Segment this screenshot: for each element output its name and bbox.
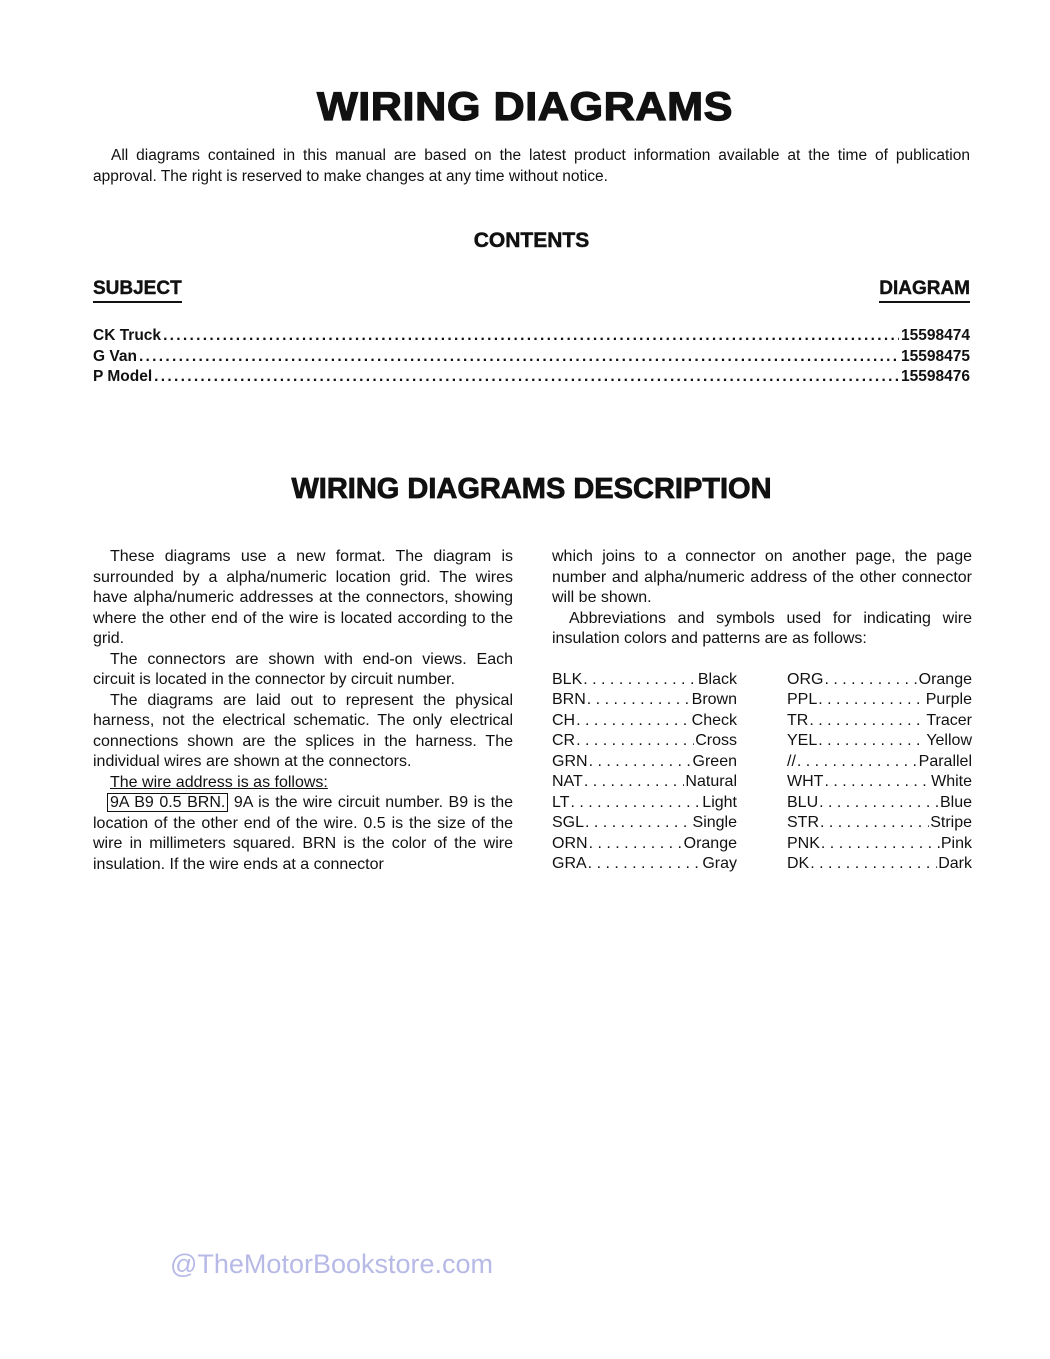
abbreviation-code: ORN bbox=[552, 834, 588, 852]
dot-leader bbox=[154, 368, 899, 386]
contents-diagram-number: 15598474 bbox=[901, 327, 970, 344]
dot-leader bbox=[589, 834, 683, 855]
description-left-column bbox=[93, 547, 513, 875]
abbreviation-row bbox=[552, 670, 737, 691]
abbreviation-code: CR bbox=[552, 732, 576, 749]
abbreviations-right-column bbox=[787, 670, 972, 875]
abbreviation-code: NAT bbox=[552, 773, 583, 790]
description-paragraph bbox=[93, 773, 513, 794]
abbreviation-row bbox=[787, 793, 972, 814]
description-paragraph: The connectors are shown with end-on views. Each circuit is located in the connector by circuit number. bbox=[93, 650, 513, 688]
dot-leader bbox=[139, 348, 899, 366]
wire-address-example-paragraph bbox=[93, 793, 513, 875]
dot-leader bbox=[821, 834, 940, 855]
watermark: @TheMotorBookstore.com bbox=[170, 1249, 494, 1279]
dot-leader bbox=[583, 670, 697, 691]
abbreviation-code: LT bbox=[552, 793, 570, 811]
contents-subject: G Van bbox=[93, 347, 137, 365]
description-heading: WIRING DIAGRAMS DESCRIPTION bbox=[291, 473, 772, 505]
abbreviation-code: BLK bbox=[552, 670, 583, 688]
page-title: WIRING DIAGRAMS bbox=[316, 84, 734, 129]
abbreviation-code: WHT bbox=[787, 773, 824, 790]
contents-row bbox=[93, 327, 970, 348]
dot-leader bbox=[819, 793, 939, 814]
abbreviation-meaning: Natural bbox=[685, 773, 737, 790]
abbreviation-code: // bbox=[787, 752, 796, 770]
dot-leader bbox=[818, 690, 925, 711]
abbreviation-code: PNK bbox=[787, 834, 820, 852]
dot-leader bbox=[576, 731, 694, 752]
dot-leader bbox=[576, 711, 691, 732]
abbreviation-meaning: Dark bbox=[938, 855, 972, 872]
wire-address-intro: The wire address is as follows: bbox=[110, 773, 328, 791]
dot-leader bbox=[570, 793, 701, 814]
abbreviation-meaning: Pink bbox=[940, 834, 972, 852]
abbreviation-code: GRA bbox=[552, 855, 587, 872]
abbreviation-row bbox=[552, 813, 737, 834]
abbreviation-meaning: Yellow bbox=[926, 732, 972, 749]
dot-leader bbox=[809, 711, 925, 732]
contents-heading: CONTENTS bbox=[473, 229, 590, 252]
abbreviation-code: ORG bbox=[787, 670, 824, 688]
subject-column-header: SUBJECT bbox=[93, 278, 182, 303]
abbreviation-meaning: Parallel bbox=[918, 752, 972, 770]
dot-leader bbox=[585, 813, 692, 834]
description-paragraph: The diagrams are laid out to represent the physical harness, not the electrical schematic. The only electrical connections shown are the splices in the harness. The individual wires are shown at the connectors. bbox=[93, 691, 513, 770]
dot-leader bbox=[587, 690, 691, 711]
contents-row bbox=[93, 368, 970, 389]
abbreviation-code: YEL bbox=[787, 732, 818, 749]
abbreviation-code: BLU bbox=[787, 793, 819, 811]
abbreviation-row bbox=[552, 752, 737, 773]
abbreviation-code: STR bbox=[787, 814, 819, 831]
abbreviation-row bbox=[787, 711, 972, 732]
intro-paragraph: All diagrams contained in this manual are based on the latest product information available at the time of publication approval. The right is reserved to make changes at any time without notice. bbox=[93, 147, 970, 185]
description-right-column bbox=[552, 547, 972, 875]
abbreviation-meaning: Brown bbox=[691, 691, 737, 708]
abbreviation-code: TR bbox=[787, 711, 809, 729]
abbreviation-meaning: Stripe bbox=[930, 814, 972, 831]
contents-diagram-number: 15598475 bbox=[901, 347, 970, 365]
contents-subject: P Model bbox=[93, 368, 153, 385]
abbreviations-left-column bbox=[552, 670, 737, 875]
abbreviation-row bbox=[787, 752, 972, 773]
dot-leader bbox=[810, 854, 937, 875]
abbreviation-code: CH bbox=[552, 711, 576, 729]
abbreviation-row bbox=[552, 854, 737, 875]
dot-leader bbox=[589, 752, 692, 773]
abbreviation-meaning: Tracer bbox=[926, 711, 972, 729]
abbreviation-row bbox=[787, 772, 972, 793]
contents-row bbox=[93, 348, 970, 369]
abbreviations-intro: Abbreviations and symbols used for indicating wire insulation colors and patterns are as follows: bbox=[552, 609, 972, 647]
abbreviation-row bbox=[787, 731, 972, 752]
abbreviation-code: GRN bbox=[552, 752, 588, 770]
abbreviation-meaning: Cross bbox=[695, 732, 737, 749]
wire-address-explanation: 9A is the wire circuit number. B9 is the location of the other end of the wire. 0.5 is the size of the wire in millimeters squared. BRN is the color of the wire insulation. If the wire ends at a connector bbox=[93, 794, 514, 873]
abbreviation-row bbox=[787, 813, 972, 834]
abbreviation-meaning: Gray bbox=[702, 855, 737, 872]
dot-leader bbox=[163, 327, 899, 345]
dot-leader bbox=[824, 670, 917, 691]
abbreviation-row bbox=[552, 834, 737, 855]
dot-leader bbox=[584, 772, 685, 793]
abbreviation-meaning: Purple bbox=[925, 691, 972, 708]
abbreviation-row bbox=[552, 793, 737, 814]
abbreviation-meaning: Green bbox=[692, 752, 737, 770]
dot-leader bbox=[824, 772, 930, 793]
abbreviation-meaning: White bbox=[931, 773, 972, 790]
abbreviation-code: DK bbox=[787, 855, 810, 872]
contents-diagram-number: 15598476 bbox=[901, 368, 970, 385]
abbreviation-row bbox=[552, 711, 737, 732]
abbreviation-meaning: Check bbox=[691, 711, 737, 729]
abbreviation-row bbox=[787, 670, 972, 691]
abbreviation-meaning: Orange bbox=[918, 670, 972, 688]
abbreviation-row bbox=[552, 690, 737, 711]
description-paragraph-continued: which joins to a connector on another page, the page number and alpha/numeric address of the other connector will be shown. bbox=[552, 548, 972, 606]
abbreviation-meaning: Orange bbox=[683, 834, 737, 852]
diagram-column-header: DIAGRAM bbox=[879, 278, 970, 303]
abbreviation-row bbox=[552, 731, 737, 752]
abbreviation-code: PPL bbox=[787, 691, 818, 708]
abbreviation-meaning: Blue bbox=[939, 793, 972, 811]
abbreviation-meaning: Light bbox=[702, 793, 737, 811]
abbreviations-table bbox=[552, 670, 972, 875]
abbreviation-meaning: Single bbox=[692, 814, 737, 831]
dot-leader bbox=[588, 854, 702, 875]
description-paragraph: These diagrams use a new format. The diagram is surrounded by a alpha/numeric location grid. The wires have alpha/numeric addresses at the connectors, showing where the other end of the wire is located according to the grid. bbox=[93, 548, 513, 647]
abbreviation-code: BRN bbox=[552, 691, 586, 708]
contents-list bbox=[93, 327, 970, 389]
abbreviation-row bbox=[552, 772, 737, 793]
wire-address-example: 9A B9 0.5 BRN. bbox=[107, 793, 228, 812]
dot-leader bbox=[820, 813, 929, 834]
abbreviation-meaning: Black bbox=[697, 670, 737, 688]
contents-subject: CK Truck bbox=[93, 327, 162, 344]
abbreviation-row bbox=[787, 854, 972, 875]
abbreviation-code: SGL bbox=[552, 814, 585, 831]
dot-leader bbox=[818, 731, 925, 752]
abbreviation-row bbox=[787, 690, 972, 711]
abbreviation-row bbox=[787, 834, 972, 855]
dot-leader bbox=[797, 752, 918, 773]
